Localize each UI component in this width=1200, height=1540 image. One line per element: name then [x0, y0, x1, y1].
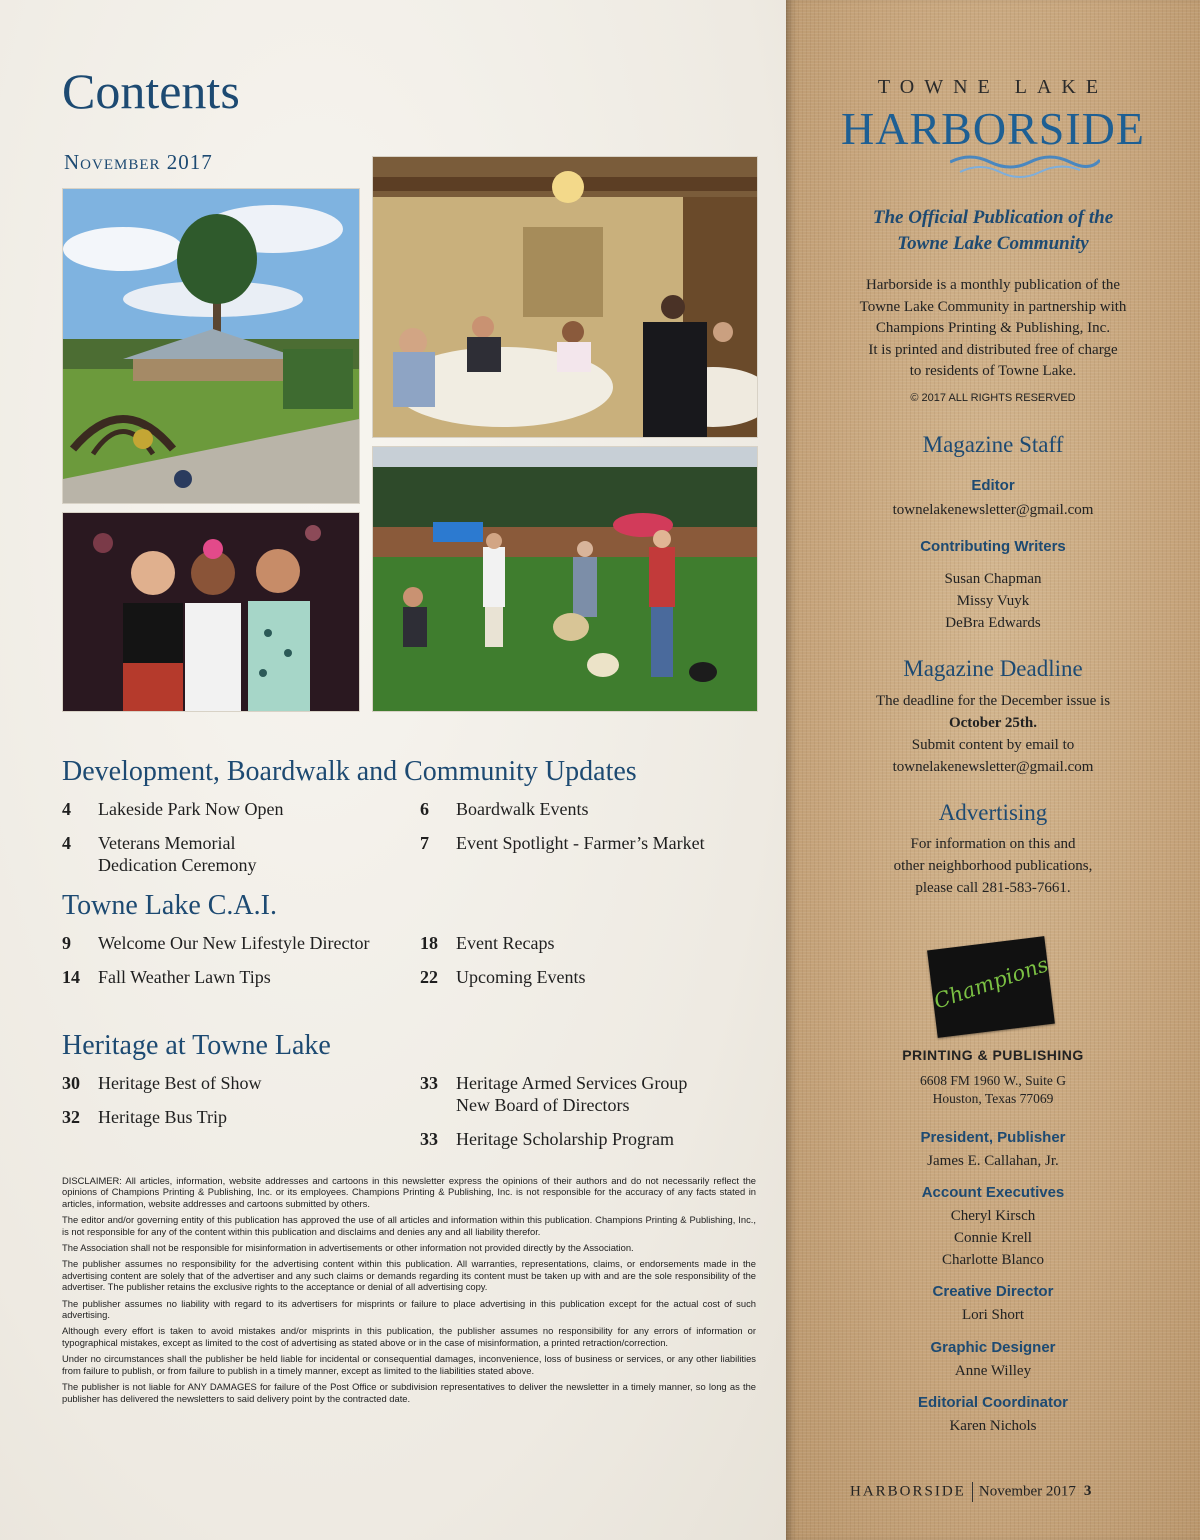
toc-item-title: Heritage Armed Services Group	[456, 1073, 688, 1093]
disclaimer-paragraph: The publisher is not liable for ANY DAMAGES for failure of the Post Office or subdivision representatives to deliver the newsletter in a timely manner, so long as the publisher has delivered the newsletters to said delivery point by the contracted date.	[62, 1381, 756, 1404]
role-name: Connie Krell	[954, 1230, 1032, 1246]
toc-page-number: 33	[420, 1073, 438, 1093]
toc-page-number: 4	[62, 799, 71, 819]
toc-item-title: Upcoming Events	[456, 967, 586, 987]
staff-heading: Magazine Staff	[922, 432, 1064, 457]
lakeside-park-photo	[62, 188, 360, 504]
writer-name: DeBra Edwards	[945, 615, 1041, 631]
publisher-address	[786, 1072, 1200, 1108]
writer-name: Susan Chapman	[944, 571, 1042, 587]
advertising-line: other neighborhood publications,	[893, 858, 1093, 874]
section-heading-cai: Towne Lake C.A.I.	[62, 890, 277, 921]
footer-brand: HARBORSIDE	[850, 1483, 966, 1500]
disclaimer-paragraph: The Association shall not be responsible for misinformation in advertisements or other information not provided directly by the Association.	[62, 1242, 634, 1254]
disclaimer-paragraph: The publisher assumes no responsibility for the advertising content within this publication. All warranties, representations, claims, or endorsements made in the advertising content are solely that of the advertiser and any such claims or demands regarding its content must be taken up with and are the sole responsibility of the advertiser. The publisher retains the exclusive rights to the acceptance or denial of all advertising copy.	[62, 1258, 756, 1293]
girls-photo	[62, 512, 360, 712]
toc-item-title: Boardwalk Events	[456, 799, 589, 819]
toc-item-title: Fall Weather Lawn Tips	[98, 967, 271, 987]
toc-page-number: 6	[420, 799, 429, 819]
toc-page-number: 18	[420, 933, 438, 953]
tagline-line: Towne Lake Community	[897, 233, 1089, 254]
toc-item-title: Event Spotlight - Farmer’s Market	[456, 833, 705, 853]
disclaimer-paragraph: Under no circumstances shall the publisher be held liable for incidental or consequential damages, inconvenience, loss of business or services, or any other liabilities from failure to publish, or from failure to publish in a timely manner, except as limited to the liabilities stated above.	[62, 1353, 756, 1376]
toc-page-number: 9	[62, 933, 71, 953]
writers-list	[786, 568, 1200, 634]
address-line: 6608 FM 1960 W., Suite G	[920, 1073, 1066, 1088]
toc-item-title: Welcome Our New Lifestyle Director	[98, 933, 370, 953]
disclaimer-paragraph: The editor and/or governing entity of this publication has approved the use of all articles and information within this publication. Champions Printing & Publishing, Inc., is not responsible for any of the content within this publication and disclaims and denies any and all liability therefor.	[62, 1214, 756, 1237]
toc-item-title-line2: New Board of Directors	[456, 1095, 630, 1115]
page-title: Contents	[62, 63, 240, 119]
tagline-line: The Official Publication of the	[872, 207, 1114, 228]
role-label: Graphic Designer	[930, 1339, 1056, 1356]
about-line: Champions Printing & Publishing, Inc.	[875, 320, 1111, 336]
role-name: Lori Short	[961, 1307, 1025, 1323]
advertising-line: please call 281-583-7661.	[915, 880, 1071, 896]
toc-page-number: 4	[62, 833, 71, 853]
role-label: Editorial Coordinator	[918, 1394, 1068, 1411]
role-label: Account Executives	[921, 1184, 1065, 1201]
writer-name: Missy Vuyk	[956, 593, 1030, 609]
about-text	[786, 275, 1200, 383]
role-name: Anne Willey	[954, 1363, 1032, 1379]
toc-item-title: Heritage Scholarship Program	[456, 1129, 674, 1149]
toc-page-number: 14	[62, 967, 80, 987]
toc-page-number: 30	[62, 1073, 80, 1093]
deadline-info	[786, 690, 1200, 778]
disclaimer-paragraph: Although every effort is taken to avoid mistakes and/or misprints in this publication, the publisher assumes no responsibility for any errors of information or typographical mistakes, except as limited to the cost of advertising as stated above or in the case of misinformation, a printed retraction/correction.	[62, 1325, 756, 1348]
deadline-heading: Magazine Deadline	[903, 656, 1083, 681]
toc-page-number: 33	[420, 1129, 438, 1149]
about-line: to residents of Towne Lake.	[909, 363, 1077, 379]
deadline-submit: Submit content by email to	[911, 737, 1075, 753]
address-line: Houston, Texas 77069	[932, 1091, 1054, 1106]
toc-item-title: Lakeside Park Now Open	[98, 799, 284, 819]
role-label: Creative Director	[932, 1283, 1054, 1300]
toc-item-title: Heritage Bus Trip	[98, 1107, 228, 1127]
footer-issue: November 2017	[978, 1483, 1076, 1500]
toc-page-number: 7	[420, 833, 429, 853]
role-names	[786, 1205, 1200, 1271]
toc-item-title: Heritage Best of Show	[98, 1073, 262, 1093]
advertising-info	[786, 833, 1200, 899]
toc-item-title: Veterans Memorial	[98, 833, 236, 853]
advertising-heading: Advertising	[938, 800, 1048, 825]
issue-date: November 2017	[64, 150, 213, 174]
editor-label: Editor	[971, 477, 1015, 494]
footer-divider	[972, 1482, 973, 1502]
about-line: Towne Lake Community in partnership with	[859, 298, 1127, 315]
page-number: 3	[1083, 1483, 1092, 1500]
disclaimer	[62, 1175, 756, 1409]
deadline-email[interactable]: townelakenewsletter@gmail.com	[892, 759, 1094, 775]
disclaimer-paragraph: The publisher assumes no liability with regard to its advertisers for misprints or failure to place advertising in this publication except for the actual cost of such advertising.	[62, 1297, 756, 1321]
role-name: Cheryl Kirsch	[950, 1208, 1036, 1224]
champions-logo	[927, 936, 1055, 1038]
writers-label: Contributing Writers	[920, 538, 1066, 555]
toc-page-number: 32	[62, 1107, 80, 1127]
logo-text: Champions	[930, 952, 1052, 1014]
role-label: President, Publisher	[920, 1129, 1066, 1146]
page-footer	[850, 1482, 1091, 1502]
dinner-event-photo	[372, 156, 758, 438]
about-line: Harborside is a monthly publication of the	[865, 277, 1121, 293]
deadline-date: October 25th.	[948, 715, 1038, 731]
toc-item-title: Event Recaps	[456, 933, 555, 953]
disclaimer-paragraph: DISCLAIMER: All articles, information, website addresses and cartoons in this newsletter express the opinions of their authors and do not necessarily reflect the opinions of Champions Printing & Publishing, Inc. or its employees. Champions Printing & Publishing, Inc. is not responsible for the accuracy of any facts stated in articles, information, website addresses and cartoons submitted by others.	[62, 1175, 756, 1209]
section-heading-heritage: Heritage at Towne Lake	[62, 1030, 331, 1061]
role-name: Charlotte Blanco	[941, 1252, 1045, 1268]
brand-top-line: TOWNE LAKE	[877, 76, 1109, 98]
dog-show-photo	[372, 446, 758, 712]
role-name: Karen Nichols	[949, 1418, 1037, 1434]
toc-page-number: 22	[420, 967, 438, 987]
toc-item-title-line2: Dedication Ceremony	[98, 855, 257, 875]
deadline-text: The deadline for the December issue is	[875, 693, 1111, 709]
publisher-name: PRINTING & PUBLISHING	[902, 1047, 1084, 1063]
advertising-line: For information on this and	[910, 836, 1076, 852]
copyright: © 2017 ALL RIGHTS RESERVED	[910, 392, 1076, 404]
section-heading-development: Development, Boardwalk and Community Updates	[62, 756, 637, 787]
about-line: It is printed and distributed free of charge	[868, 341, 1118, 358]
editor-email[interactable]: townelakenewsletter@gmail.com	[892, 502, 1094, 518]
role-name: James E. Callahan, Jr.	[927, 1153, 1059, 1169]
brand-logo-text: HARBORSIDE	[841, 103, 1145, 154]
tagline	[786, 205, 1200, 257]
waves-icon	[950, 150, 1100, 180]
